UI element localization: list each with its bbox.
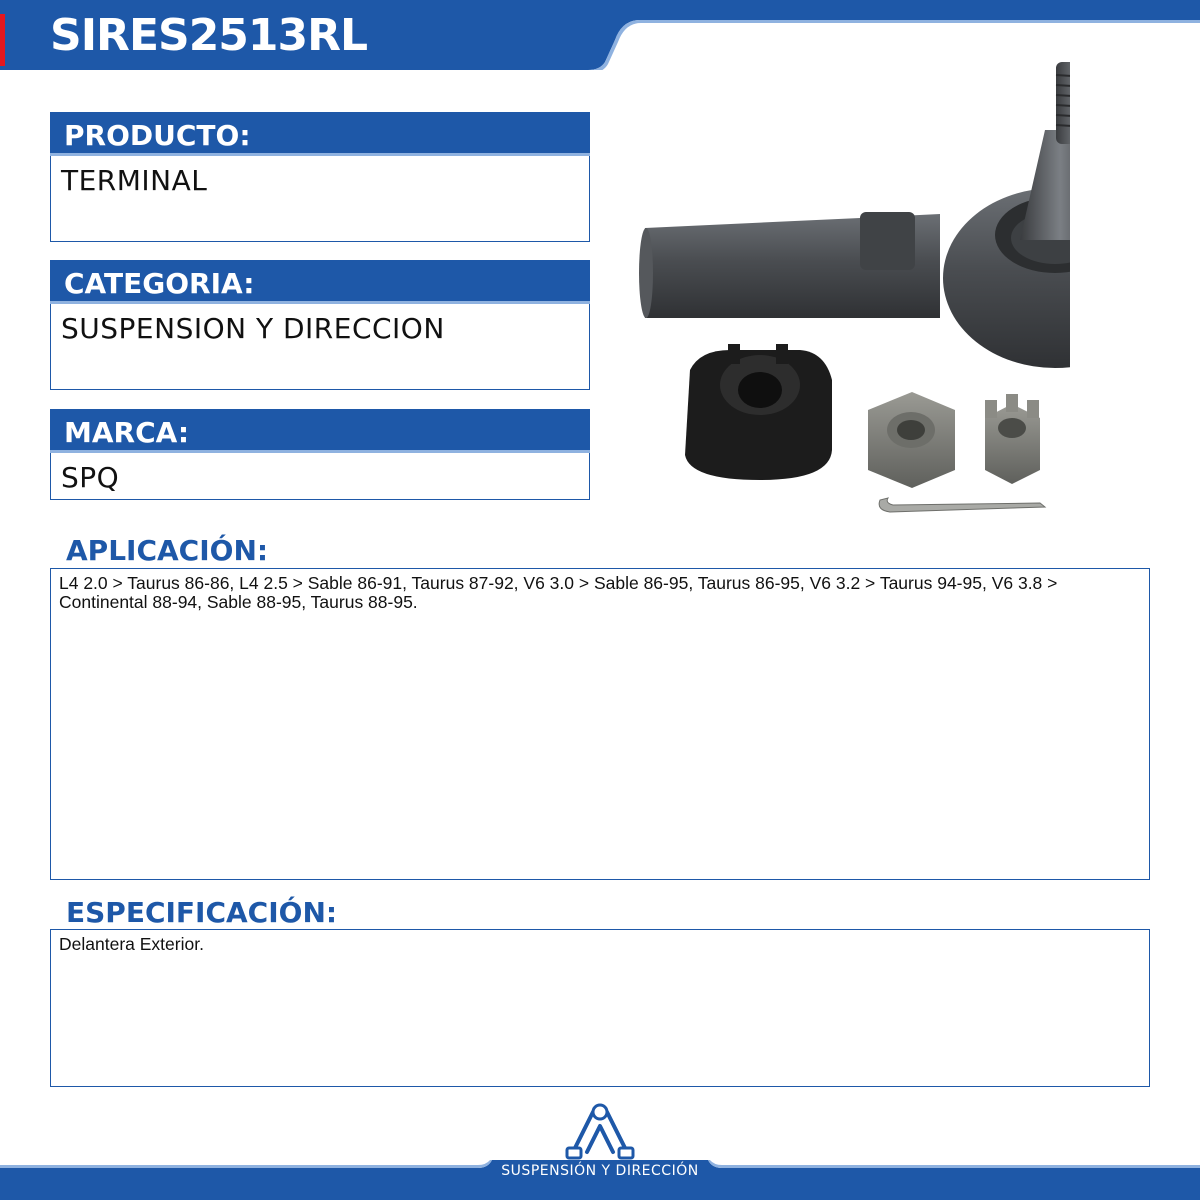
producto-value: TERMINAL <box>50 156 590 242</box>
marca-label: MARCA: <box>50 409 590 453</box>
product-image <box>620 55 1070 525</box>
control-arm-icon <box>563 1100 637 1164</box>
aplicacion-text: L4 2.0 > Taurus 86-86, L4 2.5 > Sable 86-91, Taurus 87-92, V6 3.0 > Sable 86-95, Taurus 86-95, V6 3.2 > Taurus 94-95, V6 3.8 > Continental 88-94, Sable 88-95, Taurus 88-95. <box>59 573 1058 612</box>
especificacion-text: Delantera Exterior. <box>59 934 204 954</box>
categoria-label: CATEGORIA: <box>50 260 590 304</box>
categoria-value: SUSPENSION Y DIRECCION <box>50 304 590 390</box>
aplicacion-box <box>50 568 1150 880</box>
aplicacion-title: APLICACIÓN: <box>66 534 269 567</box>
especificacion-title: ESPECIFICACIÓN: <box>66 896 338 929</box>
producto-label: PRODUCTO: <box>50 112 590 156</box>
product-code: SIRES2513RL <box>50 10 368 61</box>
especificacion-box <box>50 929 1150 1087</box>
footer-category-label: SUSPENSIÓN Y DIRECCIÓN <box>501 1163 699 1179</box>
marca-value: SPQ <box>50 453 590 500</box>
